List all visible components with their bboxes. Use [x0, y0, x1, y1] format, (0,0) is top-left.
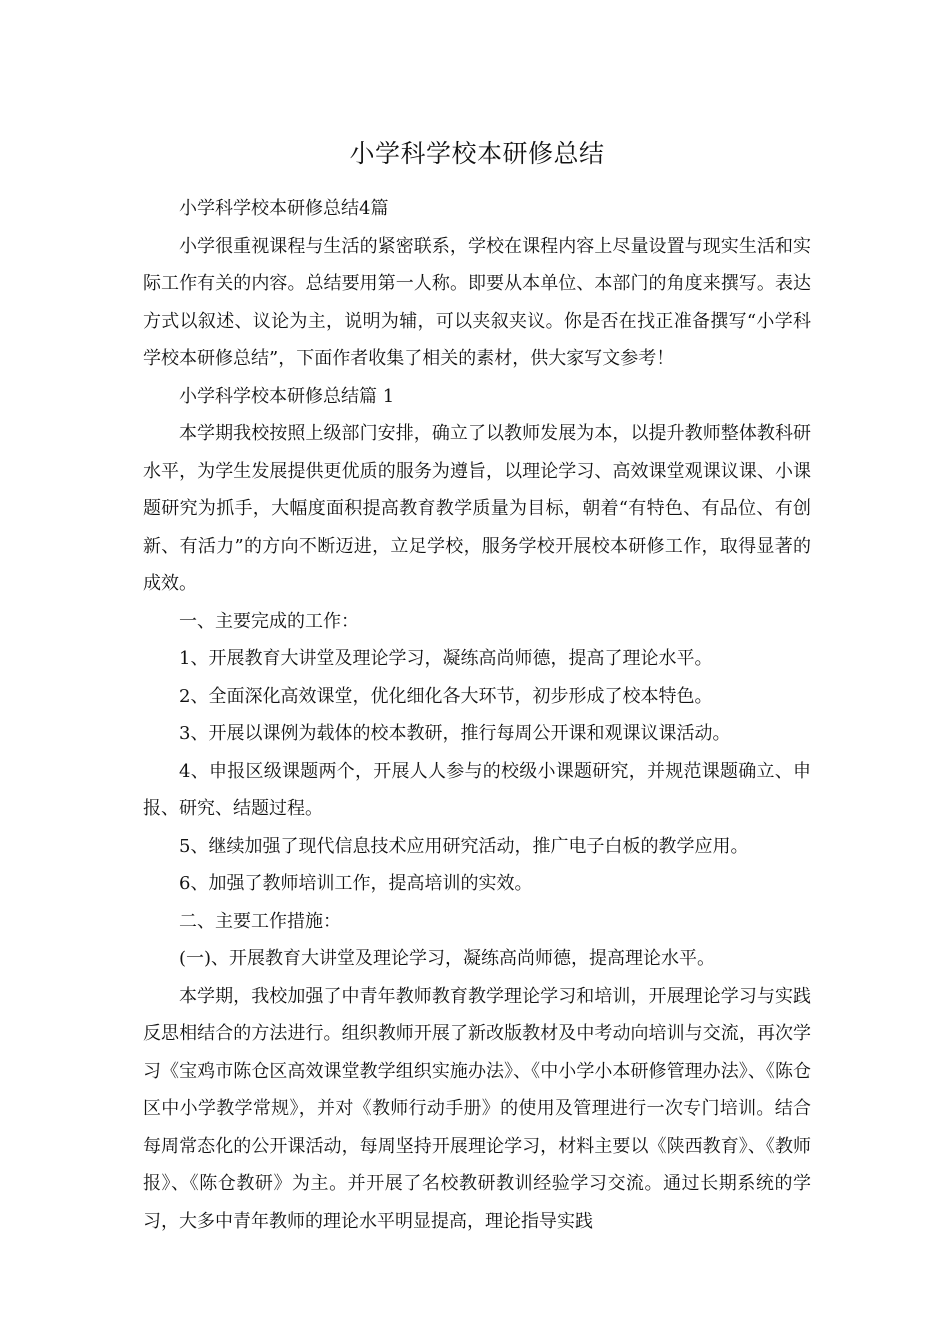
list-item: 3、开展以课例为载体的校本教研，推行每周公开课和观课议课活动。: [179, 723, 731, 744]
list-item: 1、开展教育大讲堂及理论学习，凝练高尚师德，提高了理论水平。: [179, 648, 713, 669]
list-item: 4、申报区级课题两个，开展人人参与的校级小课题研究，并规范课题确立、申报、研究、结题过程。: [143, 760, 811, 819]
list-item: 5、继续加强了现代信息技术应用研究活动，推广电子白板的教学应用。: [179, 835, 749, 857]
document-body: [143, 190, 811, 1240]
subtitle-paragraph: 小学科学校本研修总结4篇: [179, 198, 389, 219]
subsection-heading: (一)、开展教育大讲堂及理论学习，凝练高尚师德，提高理论水平。: [179, 948, 716, 969]
section-heading: 二、主要工作措施：: [179, 910, 341, 932]
list-item: 6、加强了教师培训工作，提高培训的实效。: [179, 873, 533, 894]
section-heading: 小学科学校本研修总结篇 1: [179, 385, 395, 407]
list-item: 2、全面深化高效课堂，优化细化各大环节，初步形成了校本特色。: [179, 685, 713, 707]
intro-paragraph: 小学很重视课程与生活的紧密联系，学校在课程内容上尽量设置与现实生活和实际工作有关的内容。总结要用第一人称。即要从本单位、本部门的角度来撰写。表达方式以叙述、议论为主，说明为辅，可以夹叙夹议。你是否在找正准备撰写“小学科学校本研修总结”，下面作者收集了相关的素材，供大家写文参考！: [143, 235, 811, 369]
body-paragraph: 本学期，我校加强了中青年教师教育教学理论学习和培训，开展理论学习与实践反思相结合的方法进行。组织教师开展了新改版教材及中考动向培训与交流，再次学习《宝鸡市陈仓区高效课堂教学组织实施办法》、《中小学小本研修管理办法》、《陈仓区中小学教学常规》，并对《教师行动手册》的使用及管理进行一次专门培训。结合每周常态化的公开课活动，每周坚持开展理论学习，材料主要以《陕西教育》、《教师报》、《陈仓教研》为主。并开展了名校教研教训经验学习交流。通过长期系统的学习，大多中青年教师的理论水平明显提高，理论指导实践: [143, 985, 811, 1232]
section-heading: 一、主要完成的工作：: [179, 610, 359, 632]
body-paragraph: 本学期我校按照上级部门安排，确立了以教师发展为本，以提升教师整体教科研水平，为学生发展提供更优质的服务为遵旨，以理论学习、高效课堂观课议课、小课题研究为抓手，大幅度面积提高教育教学质量为目标，朝着“有特色、有品位、有创新、有活力”的方向不断迈进，立足学校，服务学校开展校本研修工作，取得显著的成效。: [143, 423, 811, 594]
document-title: 小学科学校本研修总结: [349, 139, 605, 168]
